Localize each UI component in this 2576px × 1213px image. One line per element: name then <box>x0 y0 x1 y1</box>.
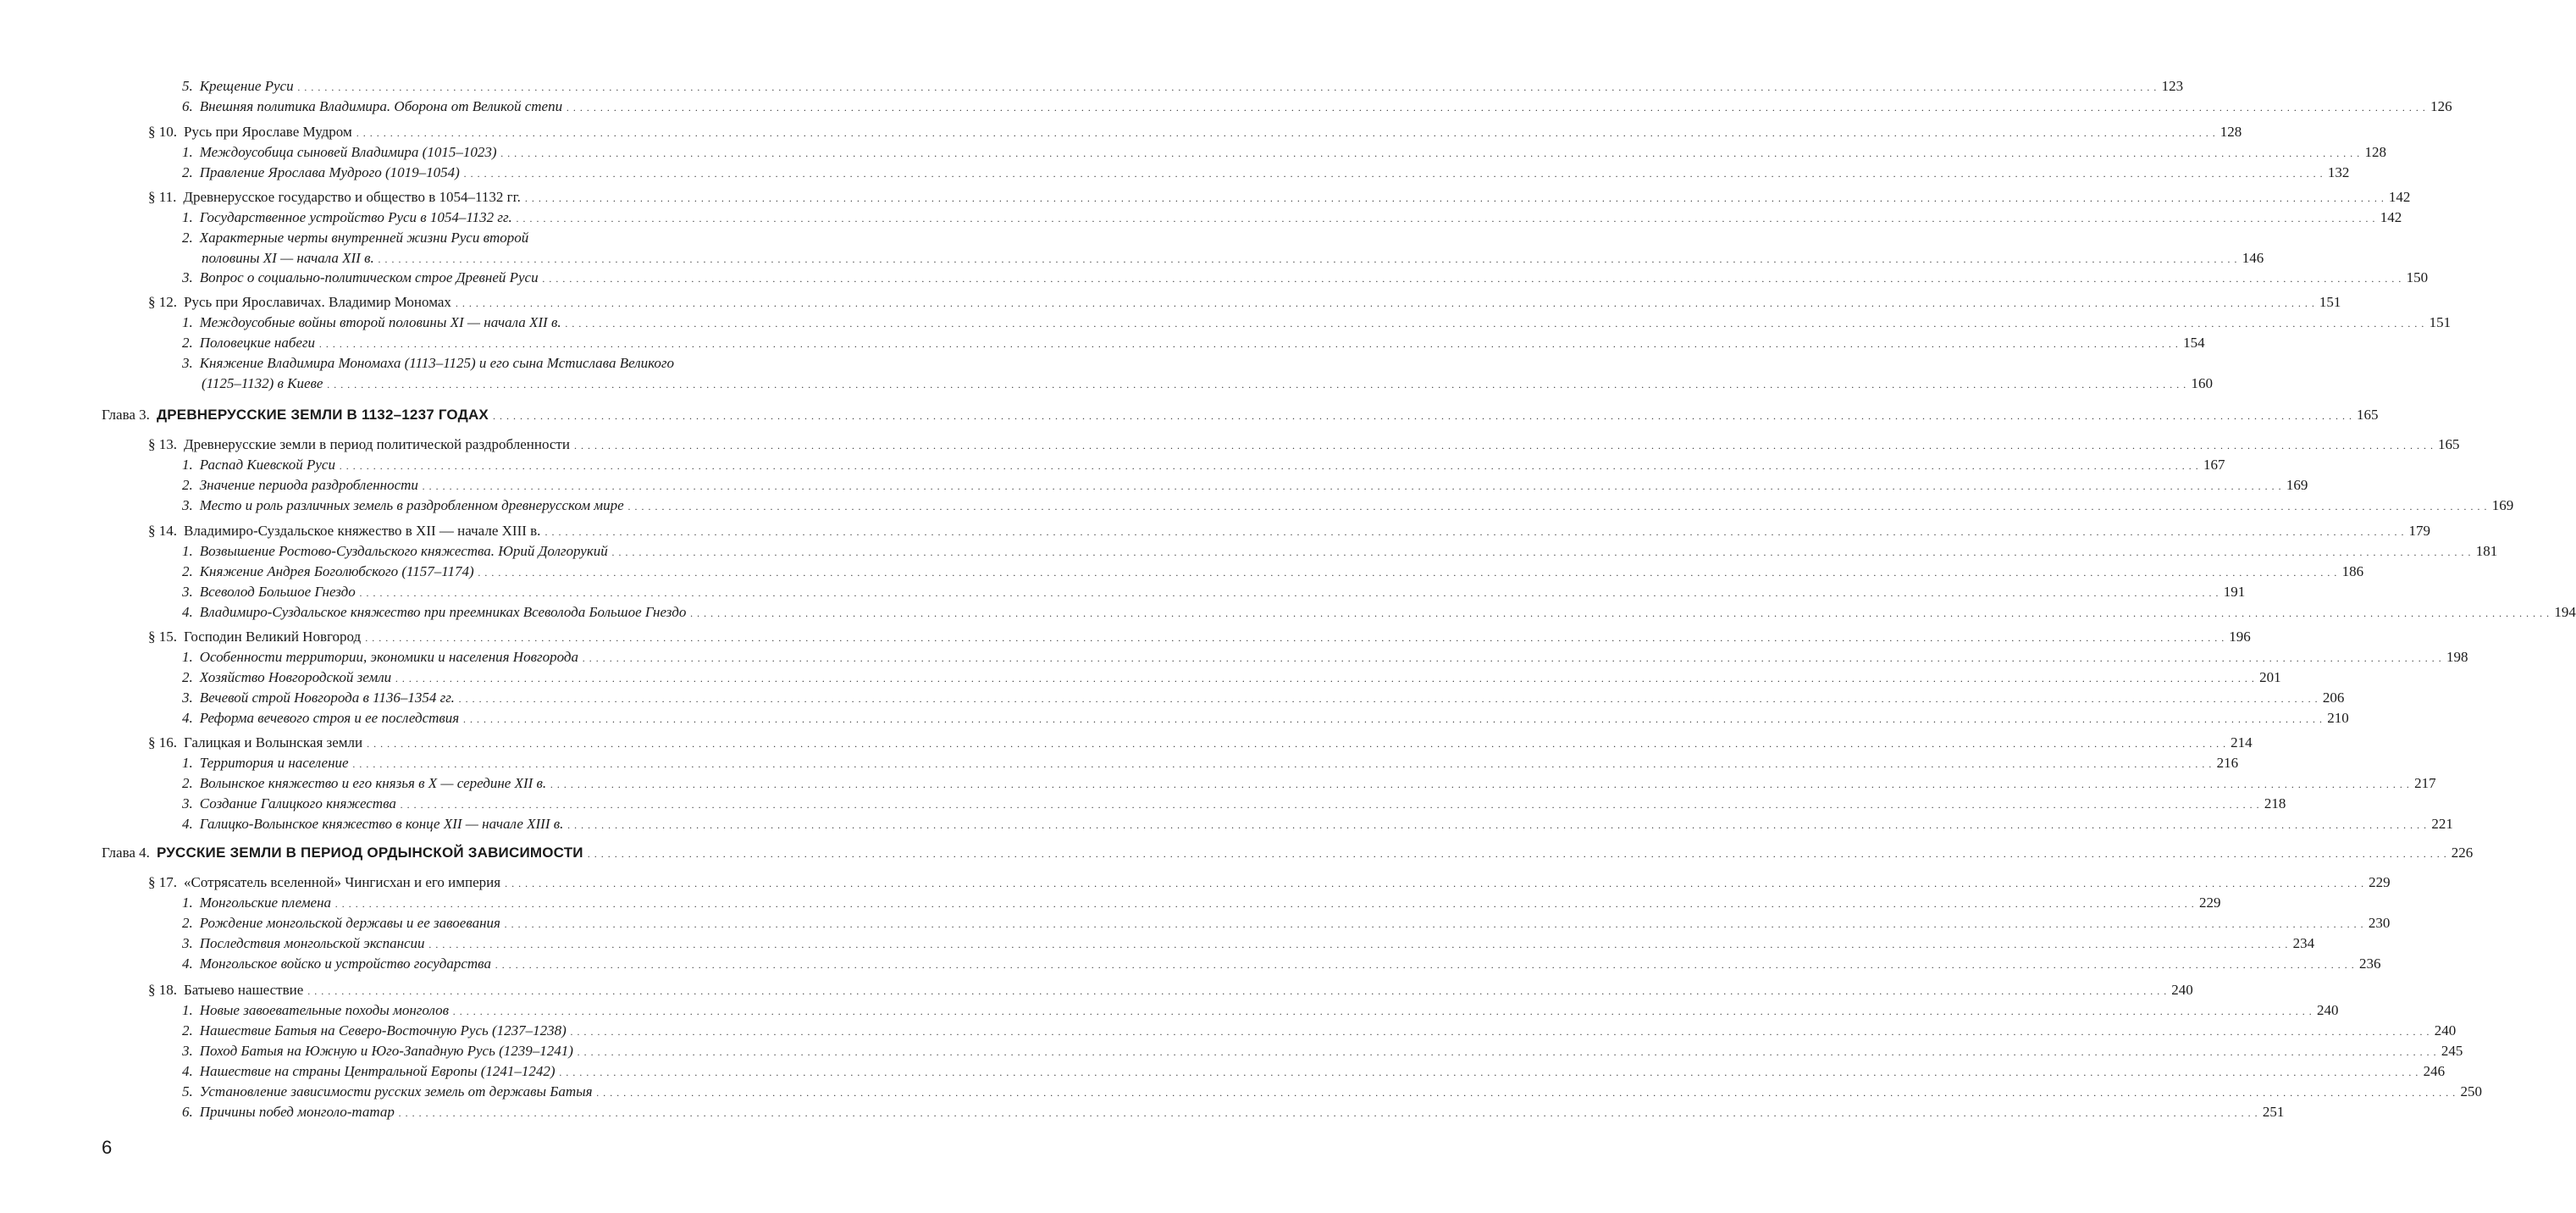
toc-section <box>148 522 2430 541</box>
toc-section <box>148 435 2460 455</box>
toc-page-number: 160 <box>2191 375 2213 391</box>
toc-title <box>148 293 451 312</box>
dot-leader <box>505 873 2364 893</box>
toc-number: § 14. <box>148 523 177 539</box>
dot-leader <box>597 1083 2457 1102</box>
dot-leader <box>628 496 2488 516</box>
toc-page-number: 194 <box>2554 604 2576 620</box>
dot-leader <box>353 754 2213 773</box>
toc-title <box>182 1083 593 1101</box>
toc-page-number: 181 <box>2475 543 2498 559</box>
toc-title-text: Всеволод Большое Гнездо <box>199 584 356 600</box>
toc-title <box>182 163 460 182</box>
toc-number: § 10. <box>148 124 177 140</box>
toc-number: 6. <box>182 1104 193 1120</box>
dot-leader <box>501 143 2361 163</box>
dot-leader <box>612 542 2472 562</box>
dot-leader <box>495 955 2355 974</box>
toc-title-text: Место и роль различных земель в раздробленном древнерусском мире <box>199 497 624 513</box>
toc-item <box>182 1083 2483 1102</box>
toc-item <box>182 1062 2446 1082</box>
toc-title <box>148 435 570 454</box>
toc-section <box>148 628 2251 647</box>
dot-leader <box>578 1042 2437 1061</box>
toc-number: 2. <box>182 477 193 493</box>
toc-number: 5. <box>182 1083 193 1099</box>
toc-title-text: Рождение монгольской державы и ее завоевания <box>199 915 500 931</box>
dot-leader <box>399 1103 2258 1122</box>
toc-page-number: 230 <box>2368 915 2391 931</box>
toc-page-number: 216 <box>2216 755 2239 771</box>
toc-item <box>182 562 2364 582</box>
dot-leader <box>340 456 2199 475</box>
toc-number: 3. <box>182 690 193 706</box>
dot-leader <box>583 648 2442 667</box>
toc-title-text: Правление Ярослава Мудрого (1019–1054) <box>199 164 460 180</box>
toc-number: 1. <box>182 209 193 225</box>
toc-page-number: 214 <box>2231 734 2253 751</box>
toc-title <box>182 914 500 933</box>
toc-item <box>182 955 2381 974</box>
dot-leader <box>453 1001 2313 1021</box>
toc-item <box>182 143 2387 163</box>
toc-number: 3. <box>182 584 193 600</box>
toc-number: 2. <box>182 669 193 685</box>
toc-page-number: 150 <box>2406 269 2429 285</box>
dot-leader <box>505 914 2364 933</box>
toc-number: 1. <box>182 649 193 665</box>
toc-title-continuation: (1125–1132) в Киеве <box>202 375 323 391</box>
toc-title-text: Междоусобные войны второй половины XI — начала XII в. <box>199 314 561 330</box>
toc-title <box>182 269 539 287</box>
toc-title <box>182 709 459 728</box>
toc-page-number: 201 <box>2259 669 2281 685</box>
dot-leader <box>459 689 2319 708</box>
toc-number: 1. <box>182 457 193 473</box>
toc-title-text: Русь при Ярославичах. Владимир Мономах <box>184 294 451 310</box>
chapter-number: Глава 4. <box>102 845 150 861</box>
toc-page-number: 132 <box>2327 164 2350 180</box>
toc-item <box>182 934 2315 954</box>
toc-title-text: Княжение Владимира Мономаха (1113–1125) и его сына Мстислава Великого <box>199 355 675 371</box>
toc-item <box>182 313 2452 333</box>
toc-page-number: 236 <box>2358 955 2381 972</box>
toc-number: 4. <box>182 710 193 726</box>
toc-title-text: Древнерусские земли в период политической раздробленности <box>184 436 570 452</box>
toc-title-text: Батыево нашествие <box>184 982 304 998</box>
toc-item <box>182 354 789 373</box>
toc-number: 1. <box>182 314 193 330</box>
dot-leader <box>456 293 2315 313</box>
chapter-title: РУССКИЕ ЗЕМЛИ В ПЕРИОД ОРДЫНСКОЙ ЗАВИСИМОСТИ <box>156 845 583 861</box>
toc-page-number: 240 <box>2317 1002 2339 1018</box>
toc-title-text: Междоусобица сыновей Владимира (1015–1023) <box>199 144 497 160</box>
toc-title-text: Монгольские племена <box>199 895 332 911</box>
toc-number: 4. <box>182 955 193 972</box>
dot-leader <box>298 77 2158 97</box>
toc-page-number: 169 <box>2286 477 2308 493</box>
toc-title-text: Государственное устройство Руси в 1054–1132 гг. <box>199 209 512 225</box>
toc-title <box>182 815 563 834</box>
toc-title-text: Реформа вечевого строя и ее последствия <box>199 710 460 726</box>
toc-title <box>182 476 418 495</box>
toc-section <box>148 188 2411 208</box>
dot-leader <box>365 628 2225 647</box>
chapter-title: ДРЕВНЕРУССКИЕ ЗЕМЛИ В 1132–1237 ГОДАХ <box>156 407 489 423</box>
toc-title-text: Хозяйство Новгородской земли <box>199 669 392 685</box>
toc-page-number: 250 <box>2460 1083 2483 1099</box>
toc-page-number: 240 <box>2171 982 2193 998</box>
toc-chapter <box>102 844 2474 863</box>
dot-leader <box>357 123 2216 142</box>
toc-page-number: 128 <box>2219 124 2242 140</box>
toc-title-text: Территория и население <box>199 755 349 771</box>
toc-section <box>148 293 2341 313</box>
toc-title <box>148 628 361 646</box>
dot-leader <box>401 795 2260 814</box>
toc-page-number: 154 <box>2183 335 2205 351</box>
toc-number: 2. <box>182 164 193 180</box>
toc-title-text: Поход Батыя на Южную и Юго-Западную Русь (1239–1241) <box>199 1043 573 1059</box>
dot-leader <box>517 208 2376 228</box>
toc-section <box>148 873 2391 893</box>
toc-title <box>182 456 335 474</box>
toc-item <box>182 668 2281 688</box>
toc-title <box>182 313 561 332</box>
toc-number: 4. <box>182 604 193 620</box>
toc-number: 6. <box>182 98 193 114</box>
toc-page-number: 142 <box>2388 189 2411 205</box>
toc-item <box>182 208 2402 228</box>
toc-number: § 16. <box>148 734 177 751</box>
toc-page-number: 167 <box>2203 457 2225 473</box>
dot-leader <box>543 269 2402 288</box>
toc-page-number: 210 <box>2327 710 2349 726</box>
toc-title <box>182 583 356 601</box>
toc-page-number: 151 <box>2429 314 2452 330</box>
toc-number: 2. <box>182 230 193 246</box>
toc-item <box>182 269 2429 288</box>
toc-title <box>182 1103 395 1122</box>
toc-item <box>182 542 2498 562</box>
toc-page-number: 123 <box>2161 78 2184 94</box>
toc-item-continuation <box>202 249 2264 269</box>
toc-item <box>182 914 2391 933</box>
toc-number: § 18. <box>148 982 177 998</box>
toc-page-number: 226 <box>2451 845 2474 861</box>
toc-section <box>148 123 2242 142</box>
toc-number: 3. <box>182 935 193 951</box>
toc-title <box>182 603 686 622</box>
toc-title <box>148 123 352 141</box>
toc-title-text: Установление зависимости русских земель от державы Батыя <box>199 1083 593 1099</box>
toc-title <box>182 668 391 687</box>
toc-title <box>182 229 528 247</box>
toc-number: 1. <box>182 895 193 911</box>
toc-number: 3. <box>182 795 193 811</box>
toc-page-number: 206 <box>2322 690 2345 706</box>
dot-leader <box>395 668 2255 688</box>
toc-title <box>182 689 455 707</box>
toc-item <box>182 1103 2285 1122</box>
dot-leader <box>423 476 2282 496</box>
toc-number: § 13. <box>148 436 177 452</box>
toc-title-text: Создание Галицкого княжества <box>199 795 396 811</box>
toc-page-number: 186 <box>2341 563 2364 579</box>
toc-item <box>182 795 2286 814</box>
toc-number: 3. <box>182 497 193 513</box>
toc-title-text: Монгольское войско и устройство государства <box>199 955 491 972</box>
toc-title-text: Половецкие набеги <box>199 335 316 351</box>
toc-item <box>182 815 2453 834</box>
toc-number: 3. <box>182 269 193 285</box>
toc-item <box>182 894 2221 913</box>
toc-title <box>182 496 624 515</box>
toc-page-number: 151 <box>2319 294 2341 310</box>
toc-number: 3. <box>182 355 193 371</box>
toc-title <box>182 894 331 912</box>
page-number: 6 <box>102 1137 113 1158</box>
chapter-number: Глава 3. <box>102 407 150 423</box>
toc-item <box>182 1042 2463 1061</box>
toc-number: 2. <box>182 775 193 791</box>
toc-title-text: Нашествие на страны Центральной Европы (1241–1242) <box>199 1063 556 1079</box>
toc-number: 1. <box>182 144 193 160</box>
toc-item <box>182 603 2576 623</box>
toc-number: 2. <box>182 915 193 931</box>
dot-leader <box>588 844 2447 863</box>
toc-page-number: 245 <box>2441 1043 2463 1059</box>
toc-page-number: 191 <box>2223 584 2246 600</box>
toc-number: 4. <box>182 816 193 832</box>
dot-leader <box>360 583 2219 602</box>
toc-title <box>148 873 500 892</box>
toc-page-number: 221 <box>2431 816 2453 832</box>
toc-page-number: 246 <box>2423 1063 2446 1079</box>
toc-number: § 17. <box>148 874 177 890</box>
toc-number: 2. <box>182 335 193 351</box>
toc-title-text: Владимиро-Суздальское княжество при преемниках Всеволода Большое Гнездо <box>199 604 687 620</box>
dot-leader <box>463 709 2323 728</box>
toc-page-number: 179 <box>2408 523 2430 539</box>
toc-item <box>182 496 2514 516</box>
toc-title <box>182 1042 573 1061</box>
toc-page-number: 169 <box>2491 497 2514 513</box>
dot-leader <box>464 163 2324 183</box>
dot-leader <box>429 934 2289 954</box>
toc-title-text: Галицко-Волынское княжество в конце XII — начале XIII в. <box>199 816 564 832</box>
toc-page-number: 165 <box>2437 436 2460 452</box>
toc-number: 2. <box>182 1022 193 1039</box>
dot-leader <box>567 815 2427 834</box>
toc-number: 2. <box>182 563 193 579</box>
toc-title-text: Возвышение Ростово-Суздальского княжества. Юрий Долгорукий <box>199 543 608 559</box>
toc-item <box>182 1001 2339 1021</box>
toc-number: § 15. <box>148 629 177 645</box>
toc-title-text: Новые завоевательные походы монголов <box>199 1002 450 1018</box>
toc-title-text: Особенности территории, экономики и населения Новгорода <box>199 649 578 665</box>
toc-title <box>148 188 521 207</box>
dot-leader <box>574 435 2434 455</box>
toc-title <box>102 844 583 862</box>
toc-title <box>182 1062 556 1081</box>
toc-item <box>182 229 789 247</box>
toc-title-text: Крещение Руси <box>199 78 294 94</box>
toc-item <box>182 476 2308 496</box>
toc-page-number: 240 <box>2434 1022 2457 1039</box>
toc-page-number: 198 <box>2446 649 2468 665</box>
dot-leader <box>544 522 2404 541</box>
toc-title-text: Вечевой строй Новгорода в 1136–1354 гг. <box>199 690 455 706</box>
toc-title <box>182 208 512 227</box>
toc-item <box>182 334 2205 353</box>
toc-item-continuation <box>202 374 2213 394</box>
toc-number: 3. <box>182 1043 193 1059</box>
toc-page-number: 126 <box>2430 98 2452 114</box>
toc-title <box>182 143 497 162</box>
toc-section <box>148 734 2253 753</box>
toc-item <box>182 163 2350 183</box>
toc-title-text: Распад Киевской Руси <box>199 457 335 473</box>
dot-leader <box>307 981 2167 1000</box>
toc-title-text: Галицкая и Волынская земли <box>184 734 363 751</box>
toc-page-number: 234 <box>2292 935 2315 951</box>
dot-leader <box>550 774 2410 794</box>
toc-number: 1. <box>182 1002 193 1018</box>
toc-page-number: 218 <box>2264 795 2286 811</box>
toc-item <box>182 754 2239 773</box>
toc-item <box>182 709 2349 728</box>
toc-title-text: Нашествие Батыя на Северо-Восточную Русь (1237–1238) <box>199 1022 567 1039</box>
toc-number: § 11. <box>148 189 177 205</box>
toc-title <box>182 354 674 373</box>
toc-title-text: «Сотрясатель вселенной» Чингисхан и его империя <box>184 874 501 890</box>
toc-title-text: Причины побед монголо-татар <box>199 1104 395 1120</box>
dot-leader <box>379 249 2238 269</box>
dot-leader <box>571 1022 2430 1041</box>
toc-page-number: 142 <box>2380 209 2402 225</box>
dot-leader <box>493 406 2352 425</box>
toc-title-text: Древнерусское государство и общество в 1054–1132 гг. <box>183 189 521 205</box>
toc-title <box>182 934 425 953</box>
toc-title <box>182 1022 567 1040</box>
dot-leader <box>478 562 2338 582</box>
toc-title <box>148 981 303 1000</box>
toc-number: 5. <box>182 78 193 94</box>
toc-title-continuation: половины XI — начала XII в. <box>202 250 374 266</box>
toc-number: § 12. <box>148 294 177 310</box>
toc-title-text: Последствия монгольской экспансии <box>199 935 425 951</box>
toc-title-text: Владимиро-Суздальское княжество в XII — начале XIII в. <box>184 523 541 539</box>
dot-leader <box>335 894 2195 913</box>
toc-title <box>182 334 315 352</box>
dot-leader <box>327 374 2186 394</box>
toc-page-number: 146 <box>2242 250 2264 266</box>
toc-title <box>102 406 489 424</box>
toc-page-number: 128 <box>2364 144 2387 160</box>
toc-page-number: 217 <box>2414 775 2436 791</box>
toc-page-number: 229 <box>2369 874 2391 890</box>
toc-title-text: Господин Великий Новгород <box>184 629 362 645</box>
toc-chapter <box>102 406 2379 425</box>
toc-number: 1. <box>182 755 193 771</box>
toc-section <box>148 981 2193 1000</box>
toc-title-text: Волынское княжество и его князья в X — середине XII в. <box>199 775 547 791</box>
toc-title <box>182 795 396 813</box>
toc-page-number: 165 <box>2356 407 2379 423</box>
toc-number: 1. <box>182 543 193 559</box>
toc-page-number: 196 <box>2229 629 2251 645</box>
toc-item <box>182 456 2225 475</box>
dot-leader <box>567 97 2426 117</box>
toc-title-text: Внешняя политика Владимира. Оборона от Великой степи <box>199 98 563 114</box>
toc-title-text: Вопрос о социально-политическом строе Древней Руси <box>199 269 539 285</box>
toc-title <box>182 648 578 667</box>
toc-number: 4. <box>182 1063 193 1079</box>
dot-leader <box>525 188 2385 208</box>
dot-leader <box>690 603 2550 623</box>
toc-title <box>182 754 349 773</box>
toc-page-number: 251 <box>2262 1104 2285 1120</box>
dot-leader <box>319 334 2179 353</box>
toc-title <box>182 77 294 96</box>
toc-item <box>182 583 2246 602</box>
dot-leader <box>560 1062 2419 1082</box>
toc-title <box>182 97 562 116</box>
toc-item <box>182 1022 2457 1041</box>
toc-item <box>182 774 2436 794</box>
toc-title <box>182 955 491 973</box>
toc-item <box>182 77 2184 97</box>
dot-leader <box>566 313 2425 333</box>
toc-title <box>182 1001 449 1020</box>
toc-item <box>182 97 2452 117</box>
toc-title-text: Княжение Андрея Боголюбского (1157–1174) <box>199 563 474 579</box>
toc-item <box>182 689 2345 708</box>
toc-title <box>182 562 474 581</box>
dot-leader <box>367 734 2226 753</box>
toc-title-text: Характерные черты внутренней жизни Руси второй <box>199 230 529 246</box>
toc-title <box>182 774 546 793</box>
toc-title-text: Русь при Ярославе Мудром <box>184 124 352 140</box>
toc-title <box>182 542 608 561</box>
toc-item <box>182 648 2468 667</box>
toc-title <box>148 734 362 752</box>
toc-title <box>148 522 540 540</box>
toc-title-text: Значение периода раздробленности <box>199 477 418 493</box>
toc-page-number: 229 <box>2199 895 2221 911</box>
